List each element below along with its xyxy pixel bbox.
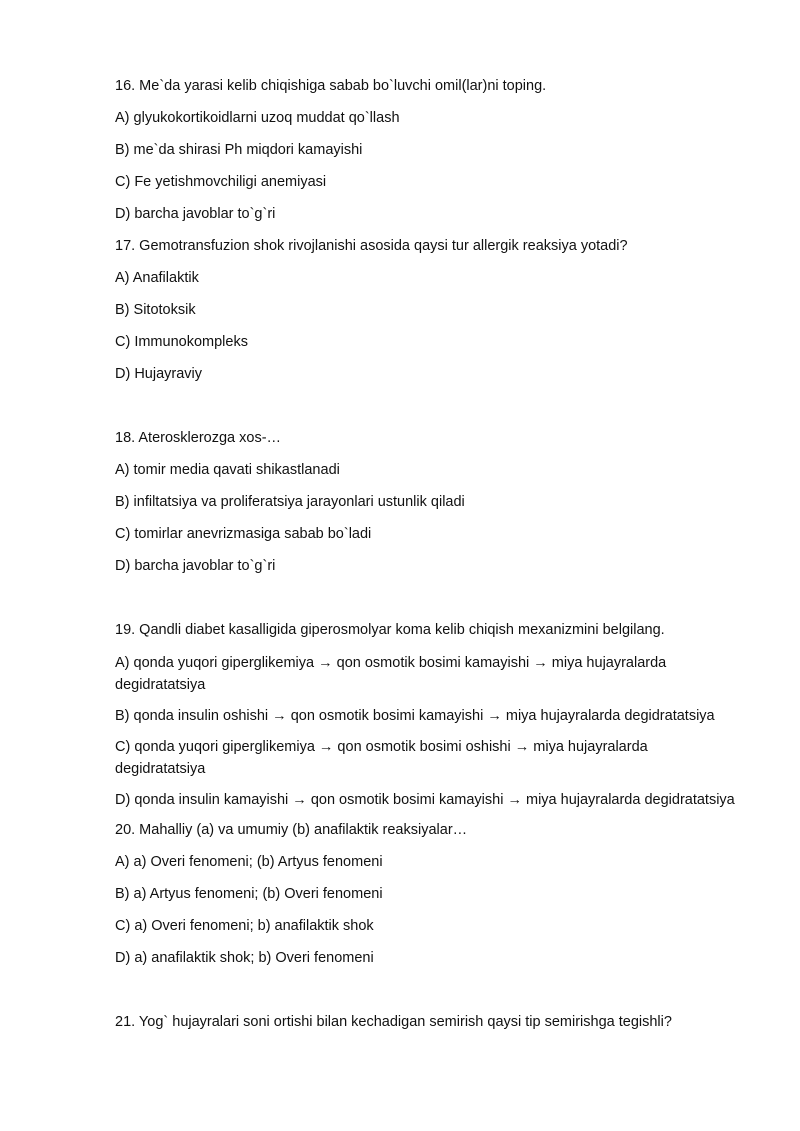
option-d: D) barcha javoblar to`g`ri — [115, 206, 276, 222]
option-b: B) qonda insulin oshishi → qon osmotik bosimi kamayishi → miya hujayralarda degidratatsiya — [115, 708, 715, 724]
option-d: D) qonda insulin kamayishi → qon osmotik bosimi kamayishi → miya hujayralarda degidratatsiya — [115, 792, 735, 808]
question-text: 18. Aterosklerozga xos-… — [115, 430, 282, 446]
question-21 — [115, 1012, 740, 1032]
question-text: 19. Qandli diabet kasalligida giperosmolyar koma kelib chiqish mexanizmini belgilang. — [115, 622, 665, 638]
option-c: C) tomirlar anevrizmasiga sabab bo`ladi — [115, 526, 372, 542]
question-16 — [115, 76, 740, 224]
option-c: C) qonda yuqori giperglikemiya → qon osmotik bosimi oshishi → miya hujayralarda degidratatsiya — [115, 739, 648, 777]
option-b: B) Sitotoksik — [115, 302, 196, 318]
option-a: A) glyukokortikoidlarni uzoq muddat qo`llash — [115, 110, 400, 126]
option-a: A) tomir media qavati shikastlanadi — [115, 462, 340, 478]
option-c: C) Fe yetishmovchiligi anemiyasi — [115, 174, 327, 190]
option-c: C) a) Overi fenomeni; b) anafilaktik shok — [115, 918, 374, 934]
spacer — [115, 396, 740, 428]
question-17 — [115, 236, 740, 384]
option-d: D) a) anafilaktik shok; b) Overi fenomeni — [115, 950, 374, 966]
option-d: D) Hujayraviy — [115, 366, 203, 382]
spacer — [115, 980, 740, 1012]
option-a: A) a) Overi fenomeni; (b) Artyus fenomeni — [115, 854, 383, 870]
question-18 — [115, 428, 740, 576]
option-c: C) Immunokompleks — [115, 334, 248, 350]
option-b: B) infiltatsiya va proliferatsiya jarayonlari ustunlik qiladi — [115, 494, 465, 510]
spacer — [115, 588, 740, 620]
option-b: B) me`da shirasi Ph miqdori kamayishi — [115, 142, 363, 158]
option-d: D) barcha javoblar to`g`ri — [115, 558, 276, 574]
question-text: 20. Mahalliy (a) va umumiy (b) anafilaktik reaksiyalar… — [115, 822, 468, 838]
question-text: 21. Yog` hujayralari soni ortishi bilan kechadigan semirish qaysi tip semirishga tegishli? — [115, 1014, 672, 1030]
question-text: 17. Gemotransfuzion shok rivojlanishi asosida qaysi tur allergik reaksiya yotadi? — [115, 238, 628, 254]
question-text: 16. Me`da yarasi kelib chiqishiga sabab bo`luvchi omil(lar)ni toping. — [115, 78, 547, 94]
question-20 — [115, 820, 740, 968]
option-a: A) Anafilaktik — [115, 270, 199, 286]
question-19 — [115, 620, 740, 811]
option-b: B) a) Artyus fenomeni; (b) Overi fenomeni — [115, 886, 383, 902]
option-a: A) qonda yuqori giperglikemiya → qon osmotik bosimi kamayishi → miya hujayralarda degidratatsiya — [115, 655, 667, 693]
